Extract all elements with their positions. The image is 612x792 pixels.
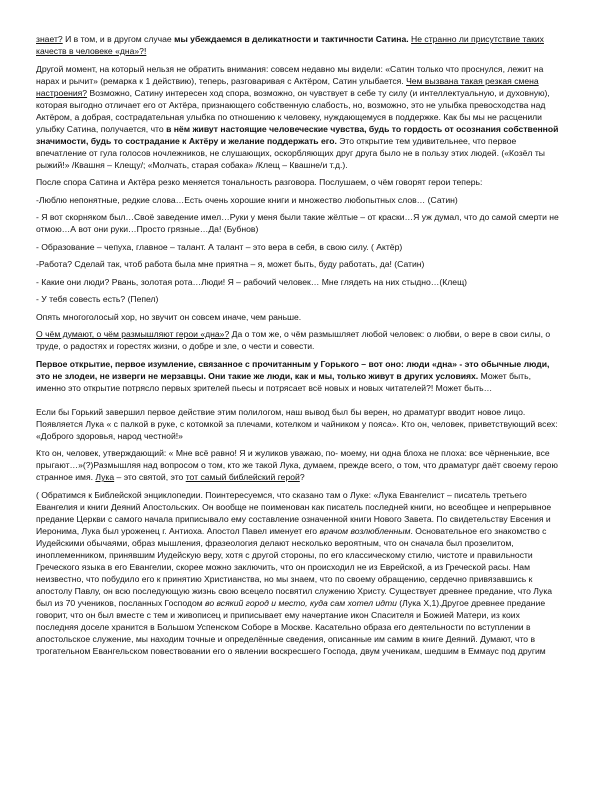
text-run: - У тебя совесть есть? (Пепел) (36, 294, 159, 304)
text-run: -Люблю непонятные, редкие слова…Есть очень хорошие книги и множество любопытных слов… (Сатин) (36, 194, 458, 205)
text-run: Другой момент, на который нельзя не обратить внимания: совсем недавно мы видели: «Сатин только что проснулся, лежит на нарах и рычит» (ремарка к 1 действию), теперь, разговаривая с Актёром, Сатин улыбается. (36, 63, 544, 86)
text-run: Возможно, Сатину интересен ход спора, возможно, он чувствует в себе ту силу (и интеллектуальную, и духовную), которая выгодно отличает его от Актёра, признающего собственную слабость, но, возможно, это не улыбка превосходства над Актёром, а добрая, сострадательная улыбка по отношению к человеку, нуждающемуся в поддержке. Как бы мы не расценили улыбку Сатина, получается, что (36, 87, 550, 134)
text-run: - Образование – чепуха, главное – талант. А талант – это вера в себя, в свою силу. ( Актёр) (36, 241, 403, 252)
para-8 (36, 276, 560, 288)
para-11 (36, 328, 560, 352)
bold-text: в нём живут настоящие человеческие чувства, будь то гордость от осознания собственной значимости, будь то сострадание к Актёру и желание поддержать его. (36, 123, 559, 146)
bold-text: Первое открытие, первое изумление, связанное с прочитанным у Горького – вот оно: люди «дна» - это обычные люди, это не злодеи, не изверги не мерзавцы. Они такие же люди, как и мы, только живут в других условиях. (36, 358, 550, 381)
underlined-text: знает? (36, 34, 63, 44)
text-run: - Я вот скорняком был…Своё заведение имел…Руки у меня были такие жёлтые – от краски…Я уж думал, что до самой смерти не отмою…А вот они руки…Просто грязные…Да! (Бубнов) (36, 212, 559, 234)
italic-text: во всякий город и место, куда сам хотел идти (205, 597, 397, 608)
para-5 (36, 211, 560, 235)
underlined-text: О чём думают, о чём размышляют герои «дна»? (36, 329, 230, 339)
text-run: Может быть, именно это открытие потрясло первых зрителей пьесы и потрясает всё новых и новых читателей?! Может быть… (36, 370, 531, 393)
text-run: – это святой, это (114, 472, 186, 482)
para-3 (36, 176, 560, 188)
para-4 (36, 194, 560, 206)
text-run: - Какие они люди? Рвань, золотая рота…Люди! Я – рабочий человек… Мне глядеть на них стыдно…(Клещ) (36, 276, 467, 287)
para-13 (36, 406, 560, 442)
text-run: (Лука Х,1).Другое древнее предание говорит, что он был вместе с тем и живописец и приписывает ему начертание икон Спасителя и Божией Матери, из коих последняя доселе хранится в Большом Успенском Соборе в Москве. Касательно образа его деятельности по вступлении в апостольское служение, мы находим точные и определённые сведения, описанные им самим в книге Деяний. Думают, что в трогательном Евангельском повествовании его о явлении воскресшего Господа, двум ученикам, шедшим в Еммаус под другим (36, 597, 546, 656)
text-run: Кто он, человек, утверждающий: « Мне всё равно! Я и жуликов уважаю, по- моему, ни одна блоха не плоха: все чёрненькие, все прыгают…»(?)Размышляя над вопросом о том, кто же такой Лука, думаем, прежде всего, о том, что драматург даёт своему герою странное имя. (36, 448, 558, 482)
text-run: ? (299, 472, 305, 482)
para-15 (36, 489, 560, 657)
para-14 (36, 447, 560, 483)
underlined-text: Не странно ли присутствие таких качеств в человеке «дна»?! (36, 34, 544, 56)
para-12 (36, 358, 560, 394)
text-run: . Основательное его знакомство с Иудейскими обычаями, образ мышления, фразеология делают несколько вероятным, что он сначала был прозелитом, иноплеменником, принявшим Иудейскую веру, хотя с другой стороны, по его классическому стилю, чистоте и правильности Греческого языка в его Евангелии, скорее можно заключить, что он происходил не из Еврейской, а из Греческой расы. Нам неизвестно, что побудило его к принятию Христианства, но мы знаем, что по своему обращению, сердечно привязавшись к апостолу Павлу, он всю последующую жизнь свою всецело посвятил служению Христу. Существует древнее предание, что Лука был из 70 учеников, посланных Господом (36, 525, 553, 608)
underlined-text: Чем вызвана такая резкая смена настроения? (36, 75, 539, 98)
italic-text: врачом возлюбленным (319, 525, 411, 536)
para-10 (36, 311, 560, 323)
text-run: Это открытие тем удивительнее, что первое впечатление от гула голосов ночлежников, не слушающих, оскорбляющих друг друга было не в пользу этих людей. («Козёл ты рыжий!» /Квашня – Клещу/; «Молчать, старая собака» /Клещ – Квашне/и т.д.). (36, 135, 545, 170)
bold-text: мы убеждаемся в деликатности и тактичности Сатина. (174, 34, 409, 44)
text-run: -Работа? Сделай так, чтоб работа была мне приятна – я, может быть, буду работать, да! (Сатин) (36, 259, 425, 269)
text-run: Да о том же, о чём размышляет любой человек: о любви, о вере в свои силы, о труде, о радостях и горестях жизни, о добре и зле, о чести и совести. (36, 329, 551, 351)
underlined-text: тот самый библейский герой (185, 472, 300, 482)
para-2 (36, 63, 560, 171)
text-run: После спора Сатина и Актёра резко меняется тональность разговора. Послушаем, о чём говорят герои теперь: (36, 177, 483, 187)
text-run: Опять многоголосый хор, но звучит он совсем иначе, чем раньше. (36, 311, 302, 322)
para-1 (36, 33, 560, 57)
text-run: Если бы Горький завершил первое действие этим полилогом, наш вывод был бы верен, но драматург вводит новое лицо. Появляется Лука « с палкой в руке, с котомкой за плечами, котелком и чайником у пояса». Кто он, человек, приветствующий всех: «Доброго здоровья, народ честной!» (36, 406, 558, 441)
para-9 (36, 293, 560, 305)
underlined-text: Лука (95, 472, 115, 482)
para-7 (36, 258, 560, 270)
text-run: ( Обратимся к Библейской энциклопедии. Поинтересуемся, что сказано там о Луке: «Лука Евангелист – писатель третьего Евангелия и книги Деяний Апостольских. Он вообще не поименован как писатель последней книги, но всеобщее и непрерывное предание Церкви с самого начала приписывало ему составление означенной книги Нового Завета. По свидетельству Евсения и Иеронима, Лука был уроженец г. Антиоха. Апостол Павел именует его (36, 489, 552, 536)
text-run: И в том, и в другом случае (62, 34, 175, 44)
para-6 (36, 241, 560, 253)
